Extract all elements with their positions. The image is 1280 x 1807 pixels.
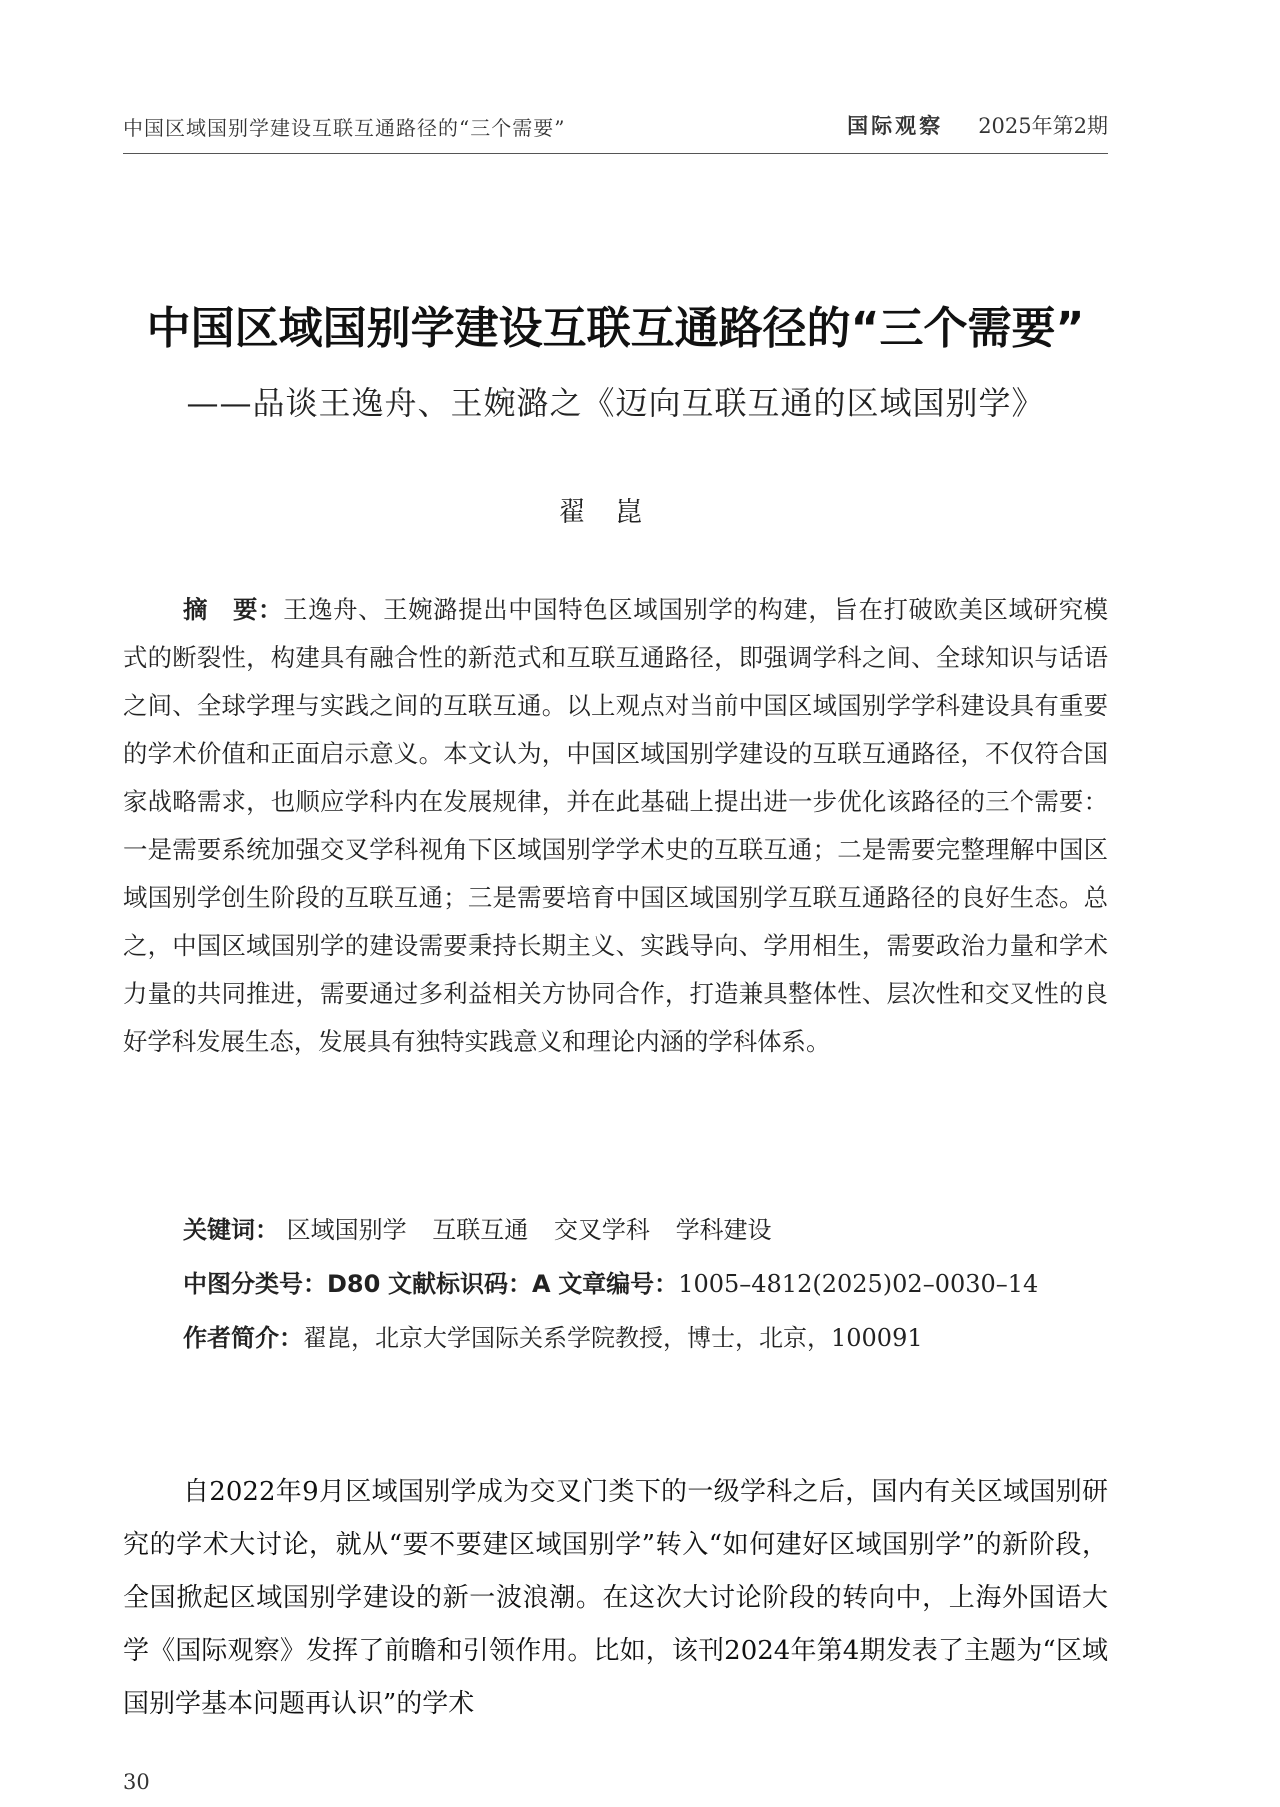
keywords (183, 1210, 1123, 1245)
doc-code-label: 文献标识码： (387, 1270, 532, 1298)
author-bio-label: 作者简介： (183, 1324, 303, 1352)
keyword-item: 学科建设 (675, 1216, 772, 1244)
clc-label: 中图分类号： (183, 1270, 327, 1298)
article-title: 中国区域国别学建设互联互通路径的“三个需要” (146, 303, 1085, 354)
abstract-label: 摘 要： (183, 595, 284, 624)
author-bio (183, 1318, 1123, 1353)
article-author: 翟崑 (558, 497, 673, 528)
article-number-value: 1005–4812(2025)02–0030–14 (678, 1270, 1039, 1298)
header-divider (123, 153, 1108, 154)
issue-number: 2025年第2期 (978, 114, 1108, 138)
keyword-item: 区域国别学 (286, 1216, 407, 1244)
doc-code-value: A (531, 1270, 551, 1298)
keyword-item: 互联互通 (432, 1216, 529, 1244)
journal-name: 国际观察 (847, 114, 944, 138)
article-subtitle: ——品谈王逸舟、王婉潞之《迈向互联互通的区域国别学》 (186, 384, 1045, 422)
journal-info (847, 110, 1108, 140)
running-header (123, 108, 1108, 140)
author-bio-text: 翟崑，北京大学国际关系学院教授，博士，北京，100091 (303, 1324, 923, 1352)
page-number: 30 (123, 1770, 150, 1794)
classification-line (183, 1264, 1123, 1299)
body-paragraph (123, 1466, 1108, 1731)
keywords-label: 关键词： (183, 1216, 279, 1244)
abstract (123, 586, 1108, 1066)
abstract-text: 王逸舟、王婉潞提出中国特色区域国别学的构建，旨在打破欧美区域研究模式的断裂性，构建具有融合性的新范式和互联互通路径，即强调学科之间、全球知识与话语之间、全球学理与实践之间的互联互通。以上观点对当前中国区域国别学学科建设具有重要的学术价值和正面启示意义。本文认为，中国区域国别学建设的互联互通路径，不仅符合国家战略需求，也顺应学科内在发展规律，并在此基础上提出进一步优化该路径的三个需要：一是需要系统加强交叉学科视角下区域国别学学术史的互联互通；二是需要完整理解中国区域国别学创生阶段的互联互通；三是需要培育中国区域国别学互联互通路径的良好生态。总之，中国区域国别学的建设需要秉持长期主义、实践导向、学用相生，需要政治力量和学术力量的共同推进，需要通过多利益相关方协同合作，打造兼具整体性、层次性和交叉性的良好学科发展生态，发展具有独特实践意义和理论内涵的学科体系。 (123, 595, 1108, 1056)
body-paragraph-text: 自2022年9月区域国别学成为交叉门类下的一级学科之后，国内有关区域国别研究的学术大讨论，就从“要不要建区域国别学”转入“如何建好区域国别学”的新阶段，全国掀起区域国别学建设的新一波浪潮。在这次大讨论阶段的转向中，上海外国语大学《国际观察》发挥了前瞻和引领作用。比如，该刊2024年第4期发表了主题为“区域国别学基本问题再认识”的学术 (123, 1477, 1108, 1719)
running-title: 中国区域国别学建设互联互通路径的“三个需要” (123, 116, 566, 140)
article-number-label: 文章编号： (558, 1270, 679, 1298)
keyword-item: 交叉学科 (553, 1216, 650, 1244)
clc-value: D80 (327, 1270, 381, 1298)
